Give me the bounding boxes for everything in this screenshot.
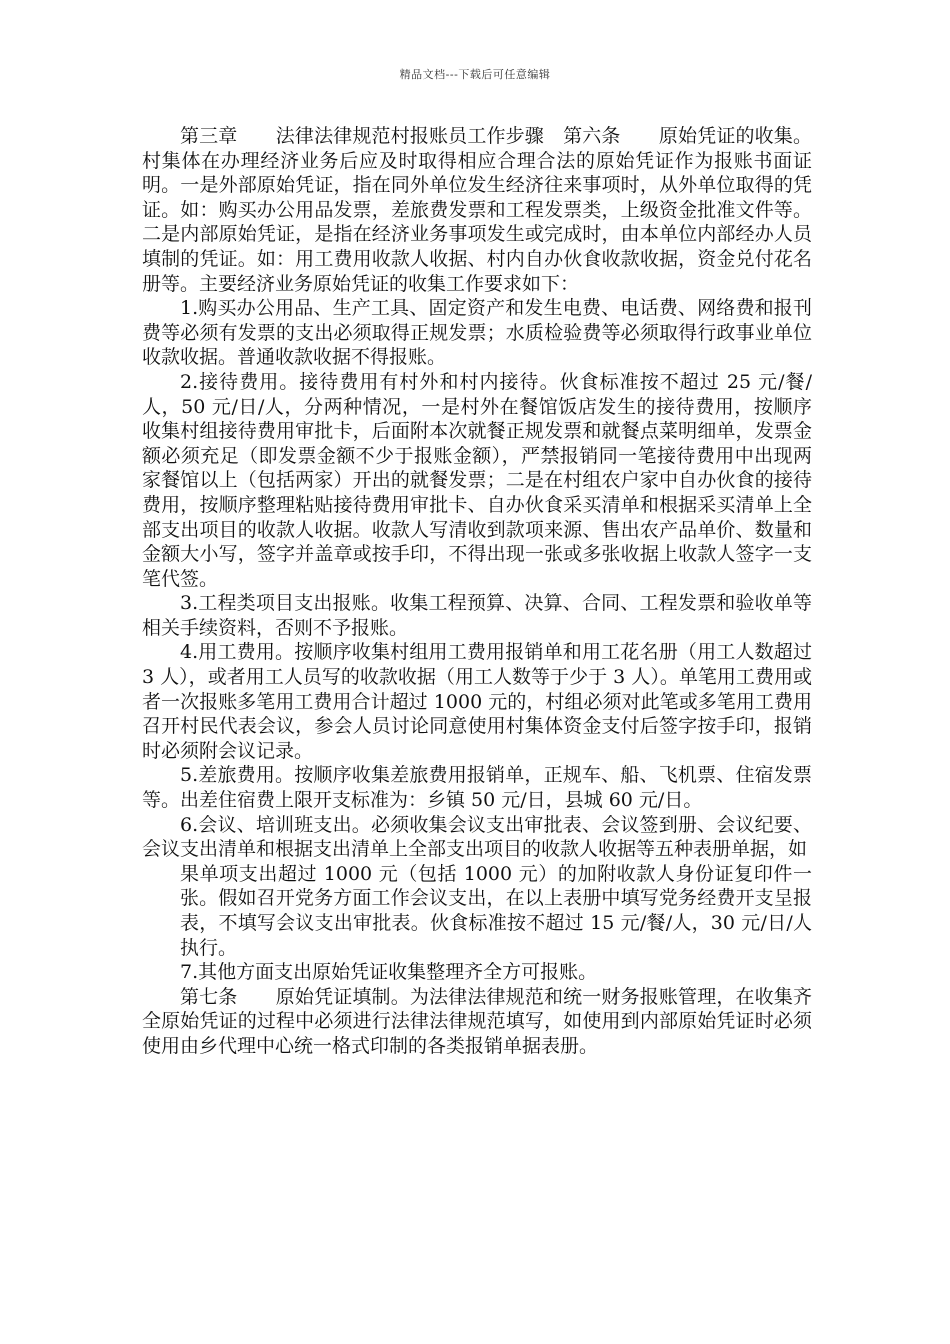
page-header: 精品文档---下载后可任意编辑: [399, 68, 551, 81]
paragraph-item-6-continued: 果单项支出超过 1000 元（包括 1000 元）的加附收款人身份证复印件一张。假如召开党务方面工作会议支出，在以上表册中填写党务经费开支呈报表，不填写会议支出审批表。伙食标准按不超过 15 元/餐/人，30 元/日/人执行。: [180, 862, 812, 959]
document-body: [142, 124, 812, 1059]
paragraph-item-1: 1.购买办公用品、生产工具、固定资产和发生电费、电话费、网络费和报刊费等必须有发票的支出必须取得正规发票；水质检验费等必须取得行政事业单位收款收据。普通收款收据不得报账。: [142, 297, 812, 369]
paragraph-item-3: 3.工程类项目支出报账。收集工程预算、决算、合同、工程发票和验收单等相关手续资料，否则不予报账。: [142, 592, 812, 639]
paragraph-item-2: 2.接待费用。接待费用有村外和村内接待。伙食标准按不超过 25 元/餐/人，50 元/日/人，分两种情况，一是村外在餐馆饭店发生的接待费用，按顺序收集村组接待费用审批卡，后面附本次就餐正规发票和就餐点菜明细单，发票金额必须充足（即发票金额不少于报账金额），严禁报销同一笔接待费用中出现两家餐馆以上（包括两家）开出的就餐发票；二是在村组农户家中自办伙食的接待费用，按顺序整理粘贴接待费用审批卡、自办伙食采买清单和根据采买清单上全部支出项目的收款人收据。收款人写清收到款项来源、售出农产品单价、数量和金额大小写，签字并盖章或按手印，不得出现一张或多张收据上收款人签字一支笔代签。: [142, 370, 812, 590]
paragraph-item-7: 7.其他方面支出原始凭证收集整理齐全方可报账。: [180, 961, 598, 984]
paragraph-item-4: 4.用工费用。按顺序收集村组用工费用报销单和用工花名册（用工人数超过 3 人），或者用工人员写的收款收据（用工人数等于少于 3 人）。单笔用工费用或者一次报账多笔用工费用合计超过 1000 元的，村组必须对此笔或多笔用工费用召开村民代表会议，参会人员讨论同意使用村集体资金支付后签字按手印，报销时必须附会议记录。: [142, 641, 812, 762]
paragraph-article-seven: 第七条 原始凭证填制。为法律法律规范和统一财务报账管理，在收集齐全原始凭证的过程中必须进行法律法律规范填写，如使用到内部原始凭证时必须使用由乡代理中心统一格式印制的各类报销单据表册。: [142, 985, 812, 1057]
paragraph-item-5: 5.差旅费用。按顺序收集差旅费用报销单，正规车、船、飞机票、住宿发票等。出差住宿费上限开支标准为：乡镇 50 元/日，县城 60 元/日。: [142, 764, 812, 812]
paragraph-chapter-three: 第三章 法律法律规范村报账员工作步骤 第六条 原始凭证的收集。村集体在办理经济业务后应及时取得相应合理合法的原始凭证作为报账书面证明。一是外部原始凭证，指在同外单位发生经济往来事项时，从外单位取得的凭证。如：购买办公用品发票，差旅费发票和工程发票类，上级资金批准文件等。二是内部原始凭证，是指在经济业务事项发生或完成时，由本单位内部经办人员填制的凭证。如：用工费用收款人收据、村内自办伙食收款收据，资金兑付花名册等。主要经济业务原始凭证的收集工作要求如下：: [142, 125, 812, 295]
paragraph-item-6: 6.会议、培训班支出。必须收集会议支出审批表、会议签到册、会议纪要、会议支出清单和根据支出清单上全部支出项目的收款人收据等五种表册单据，如: [142, 813, 812, 861]
